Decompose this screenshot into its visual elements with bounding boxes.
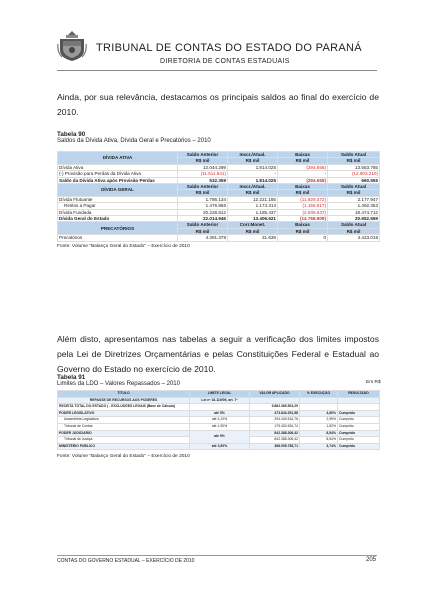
table90-column-header: Corr.Monet.: [228, 222, 278, 228]
table90-cell: 2.177.947: [328, 196, 380, 202]
table91-value-cell: 842.388.306,42: [250, 430, 300, 437]
table91-percent-cell: 3,74%: [300, 443, 338, 450]
table91-limit-cell: até 5%: [190, 410, 250, 417]
table90-cell: 1.814.025: [228, 164, 278, 170]
table91-percent-cell: [300, 404, 338, 411]
table90-cell: 1.185.437: [228, 209, 278, 215]
table91-result-cell: [338, 404, 380, 411]
table90: [57, 151, 380, 242]
table90-cell: 12.221.185: [228, 196, 278, 202]
table91-column-header: TÍTULO: [58, 391, 190, 398]
table90-total-cell: (294.558): [278, 177, 328, 183]
table91-percent-cell: 1,82%: [300, 423, 338, 430]
table91-column-header: LIMITE LEGAL: [190, 391, 250, 398]
table91-result-cell: Cumprido: [338, 423, 380, 430]
table-row: [58, 235, 380, 241]
table91-result-cell: Cumprido: [338, 437, 380, 444]
table90-total-cell: 22.014.946: [178, 216, 228, 222]
table91-result-cell: [338, 397, 380, 404]
table90-cell: -: [278, 171, 328, 177]
table91-title-cell: REPASSE DE RECURSOS AOS PODERES: [58, 397, 190, 404]
table-row: [58, 430, 380, 437]
department-subtitle: DIRETORIA DE CONTAS ESTADUAIS: [160, 58, 290, 65]
table90-total-cell: (14.768.909): [278, 216, 328, 222]
intro-paragraph: Ainda, por sua relevância, destacamos os principais saldos ao final do exercício de 2010.: [57, 92, 379, 117]
table91-column-header: % EXECUÇÃO: [300, 391, 338, 398]
table90-cell: -: [228, 171, 278, 177]
table91-result-cell: Cumprido: [338, 417, 380, 424]
table90-label: Tabela 90: [57, 131, 86, 138]
table91-title-cell: Tribunal de Justiça: [58, 437, 190, 444]
table91: [57, 390, 380, 450]
table90-cell: (11.511.941): [178, 171, 228, 177]
table-row: [58, 417, 380, 424]
table91-title-cell: RECEITA TOTAL DO ESTADO ( - EXCLUSÕES LEGAIS (Base de Cálculo): [58, 404, 190, 411]
table91-title-cell: MINISTÉRIO PÚBLICO: [58, 443, 190, 450]
table-row: [58, 404, 380, 411]
table91-title-cell: PODER JUDICIÁRIO: [58, 430, 190, 437]
table90-cell: (12.903.210): [328, 171, 380, 177]
table91-header-row: [58, 391, 380, 398]
table90-cell: 20.228.812: [178, 209, 228, 215]
table91-title-cell: Tribunal de Contas: [58, 423, 190, 430]
table90-total-cell: 20.652.659: [328, 216, 380, 222]
table90-row-label: Dívida Ativa: [58, 164, 178, 170]
table91-result-cell: Cumprido: [338, 430, 380, 437]
table91-source: Fonte: Volume "Balanço Geral do Estado" – Exercício de 2010: [57, 454, 190, 459]
table90-column-unit: R$ mil: [178, 228, 228, 234]
table91-result-cell: Cumprido: [338, 443, 380, 450]
table90-column-unit: R$ mil: [278, 158, 328, 164]
table90-cell: 4.391.379: [178, 235, 228, 241]
table91-caption: Limites da LDO – Valores Repassados – 2010: [57, 381, 180, 387]
table90-column-header: Baixas: [278, 184, 328, 190]
table91-limit-cell: Lei nº 16.119/09, art. 7º: [190, 397, 250, 404]
table90-cell: 12.044.299: [178, 164, 228, 170]
table90-cell: 1.174.314: [228, 203, 278, 209]
table90-column-unit: R$ mil: [328, 158, 380, 164]
table90-cell: 31.639: [228, 235, 278, 241]
table90-column-header: Saldo Anterior: [178, 184, 228, 190]
table91-unit: Em R$: [366, 380, 381, 385]
table90-cell: (1.158.917): [278, 203, 328, 209]
table90-column-header: Baixas: [278, 222, 328, 228]
table90-column-unit: R$ mil: [178, 190, 228, 196]
table90-total-cell: 660.555: [328, 177, 380, 183]
table-row: [58, 423, 380, 430]
table91-column-header: VALOR APLICADO: [250, 391, 300, 398]
table91-percent-cell: [300, 397, 338, 404]
table90-cell: 1.476.956: [178, 203, 228, 209]
table90-cell: (11.829.372): [278, 196, 328, 202]
table90-column-unit: R$ mil: [328, 228, 380, 234]
table90-cell: 13.563.765: [328, 164, 380, 170]
table-row: [58, 410, 380, 417]
footer-divider: [57, 555, 377, 556]
table90-cell: 1.786.134: [178, 196, 228, 202]
table-row: [58, 443, 380, 450]
table90-row-label: Precatórios: [58, 235, 178, 241]
table90-column-unit: R$ mil: [278, 228, 328, 234]
table90-total-cell: 1.814.025: [228, 177, 278, 183]
table90-cell: (2.939.537): [278, 209, 328, 215]
table90-column-header: Inscr./Atual.: [228, 152, 278, 158]
table90-column-header: Saldo Anterior: [178, 222, 228, 228]
table90-cell: (294.558): [278, 164, 328, 170]
table90-column-unit: R$ mil: [278, 190, 328, 196]
table91-value-cell: 473.843.251,58: [250, 410, 300, 417]
table91-label: Tabela 91: [57, 374, 86, 381]
table91-value-cell: 9.862.365.503,29: [250, 404, 300, 411]
table90-row-label: Dívida Flutuante: [58, 196, 178, 202]
table90-caption: Saldos da Dívida Ativa, Dívida Geral e Precatórios – 2010: [57, 138, 211, 144]
table90-total-label: Saldo da Dívida Ativa após Provisão Perdas: [58, 177, 178, 183]
table90-column-unit: R$ mil: [178, 158, 228, 164]
table91-title-cell: PODER LEGISLATIVO: [58, 410, 190, 417]
table91-limit-cell: até 1,90%: [190, 423, 250, 430]
table91-column-header: RESULTADO: [338, 391, 380, 398]
table91-limit-cell: até 3,90%: [190, 443, 250, 450]
table91-result-cell: Cumprido: [338, 410, 380, 417]
table90-cell: 1.492.353: [328, 203, 380, 209]
table90-total-cell: 532.359: [178, 177, 228, 183]
table91-percent-cell: 2,99%: [300, 417, 338, 424]
table90-total-cell: 13.406.621: [228, 216, 278, 222]
table90-column-header: Saldo Atual: [328, 184, 380, 190]
table91-percent-cell: 8,54%: [300, 437, 338, 444]
table91-title-cell: Assembléia Legislativa: [58, 417, 190, 424]
table91-value-cell: [250, 397, 300, 404]
table90-column-header: Inscr./Atual.: [228, 184, 278, 190]
table90-row-label: Dívida Fundada: [58, 209, 178, 215]
table90-cell: 4.423.018: [328, 235, 380, 241]
table90-column-header: Baixas: [278, 152, 328, 158]
table91-value-cell: 368.095.785,71: [250, 443, 300, 450]
table90-total-label: Dívida Geral do Estado: [58, 216, 178, 222]
institution-title: TRIBUNAL DE CONTAS DO ESTADO DO PARANÁ: [96, 42, 362, 54]
table91-value-cell: 294.440.616,76: [250, 417, 300, 424]
table90-column-unit: R$ mil: [328, 190, 380, 196]
table91-limit-cell: [190, 404, 250, 411]
second-paragraph: Além disto, apresentamos nas tabelas a seguir a verificação dos limites impostos pela Lei de Diretrizes Orçamentárias e pelas Constituições Federal e Estadual ao Governo do Estado no exercício de 2010.: [57, 334, 379, 374]
table91-value-cell: 842.388.306,42: [250, 437, 300, 444]
table90-row-label: Restos a Pagar: [58, 203, 178, 209]
table-row: [58, 397, 380, 404]
table91-percent-cell: 4,80%: [300, 410, 338, 417]
table90-column-header: Saldo Atual: [328, 222, 380, 228]
coat-of-arms-logo: [57, 30, 87, 62]
table90-section-title: DÍVIDA GERAL: [58, 184, 178, 197]
table91-limit-cell: até 3,10%: [190, 417, 250, 424]
table90-cell: 0: [278, 235, 328, 241]
table90-row-label: (-) Provisão para Perdas da Dívida Ativa: [58, 171, 178, 177]
table90-column-unit: R$ mil: [228, 228, 278, 234]
header-divider: [57, 70, 377, 71]
table90-section-title: DÍVIDA ATIVA: [58, 152, 178, 165]
table90-column-unit: R$ mil: [228, 158, 278, 164]
table90-column-unit: R$ mil: [228, 190, 278, 196]
page-number: 205: [366, 557, 377, 563]
table90-source: Fonte: Volume "Balanço Geral do Estado" – Exercício de 2010: [57, 244, 190, 249]
table90-column-header: Saldo Atual: [328, 152, 380, 158]
table91-limit-cell: até 9%: [190, 430, 250, 443]
table91-percent-cell: 8,54%: [300, 430, 338, 437]
table90-section-title: PRECATÓRIOS: [58, 222, 178, 235]
table90-column-header: Saldo Anterior: [178, 152, 228, 158]
footer-text: CONTAS DO GOVERNO ESTADUAL – EXERCÍCIO DE 2010: [57, 558, 195, 564]
table91-value-cell: 179.402.634,74: [250, 423, 300, 430]
table90-cell: 18.474.712: [328, 209, 380, 215]
